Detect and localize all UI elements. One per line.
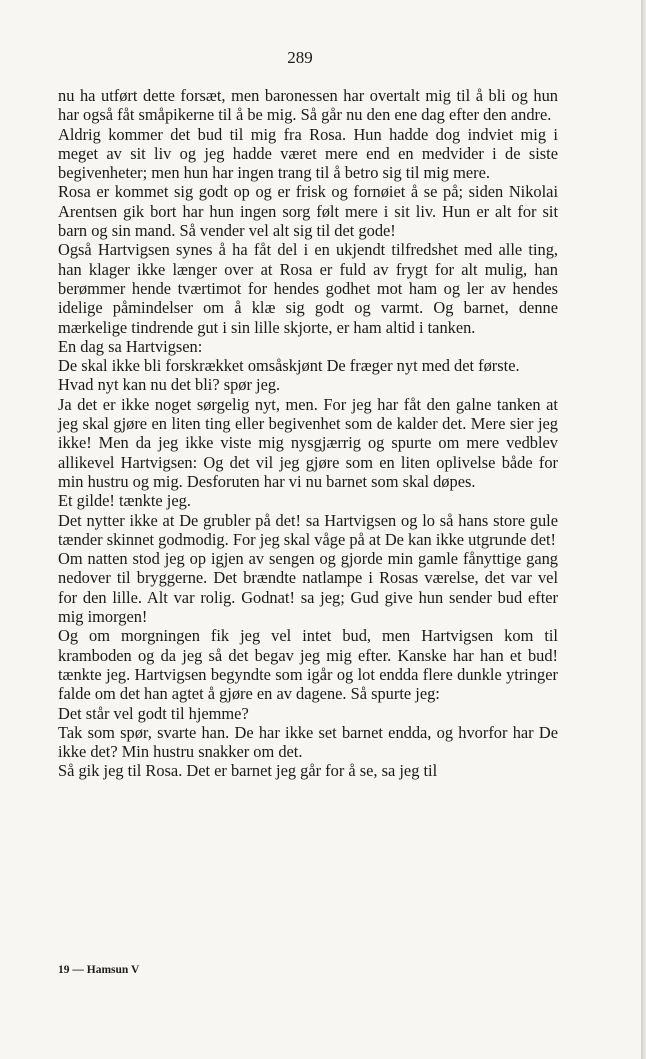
paragraph-1: nu ha utført dette forsæt, men baronessen har overtalt mig til å bli og hun har også fåt småpikerne til å be mig. Så går nu den ene dag efter den andre. <box>58 86 558 125</box>
paragraph-2: Aldrig kommer det bud til mig fra Rosa. Hun hadde dog indviet mig i meget av sit liv og jeg hadde været mere end en medvider i de siste begivenheter; men hun har ingen trang til å betro sig til mig mere. <box>58 124 558 183</box>
paragraph-5: En dag sa Hartvigsen: <box>58 336 203 356</box>
paragraph-10: Det nytter ikke at De grubler på det! sa Hartvigsen og lo så hans store gule tænder skinnet godmodig. For jeg skal våge på at De kan ikke utgrunde det! <box>58 510 558 549</box>
body-text <box>58 86 558 781</box>
paragraph-4: Også Hartvigsen synes å ha fåt del i en ukjendt tilfredshet med alle ting, han klager ikke længer over at Rosa er fuld av frygt for alt mulig, han berømmer hende tværtimot for hendes godhet mot ham og ler av hendes idelige påmindelser om å klæ sig godt og varmt. Og barnet, denne mærkelige tindrende gut i sin lille skjorte, er ham altid i tanken. <box>58 240 558 337</box>
paragraph-8: Ja det er ikke noget sørgelig nyt, men. For jeg har fåt den galne tanken at jeg skal gjøre en liten ting eller begivenhet som de kalder det. Mere sier jeg ikke! Men da jeg ikke viste mig nysgjærrig og spurte om mere vedblev allikevel Hartvigsen: Og det vil jeg gjøre som en liten oplivelse både for min hustru og mig. Desforuten har vi nu barnet som skal døpes. <box>58 394 558 491</box>
paragraph-14: Tak som spør, svarte han. De har ikke set barnet endda, og hvorfor har De ikke det? Min hustru snakker om det. <box>58 722 558 762</box>
page-edge <box>641 0 646 1059</box>
paragraph-3: Rosa er kommet sig godt op og er frisk og fornøiet å se på; siden Nikolai Arentsen gik bort har hun ingen sorg følt mere i sit liv. Hun er alt for sit barn og sin mand. Så vender vel alt sig til det gode! <box>58 182 558 241</box>
paragraph-12: Og om morgningen fik jeg vel intet bud, men Hartvigsen kom til krambоden og da jeg så det begav jeg mig efter. Kanske har han et bud! tænkte jeg. Hartvigsen begyndte som igår og lot endda flere dunkle ytringer falde om det han agtet å gjøre en av dagene. Så spurte jeg: <box>58 626 558 704</box>
printer-signature: 19 — Hamsun V <box>58 964 140 976</box>
paragraph-6: De skal ikke bli forskrækket omsåskjønt De fræger nyt med det første. <box>58 356 520 376</box>
paragraph-15: Så gik jeg til Rosa. Det er barnet jeg går for å se, sa jeg til <box>58 761 438 781</box>
page-number: 289 <box>287 48 313 67</box>
paragraph-9: Et gilde! tænkte jeg. <box>58 491 191 511</box>
paragraph-7: Hvad nyt kan nu det bli? spør jeg. <box>58 375 281 395</box>
paragraph-11: Om natten stod jeg op igjen av sengen og gjorde min gamle fånyttige gang nedover til bryggerne. Det brændte natlampe i Rosas værelse, det var vel for den lille. Alt var rolig. Godnat! sa jeg; Gud give hun sender bud efter mig imorgen! <box>58 549 558 627</box>
paragraph-13: Det står vel godt til hjemme? <box>58 703 249 723</box>
